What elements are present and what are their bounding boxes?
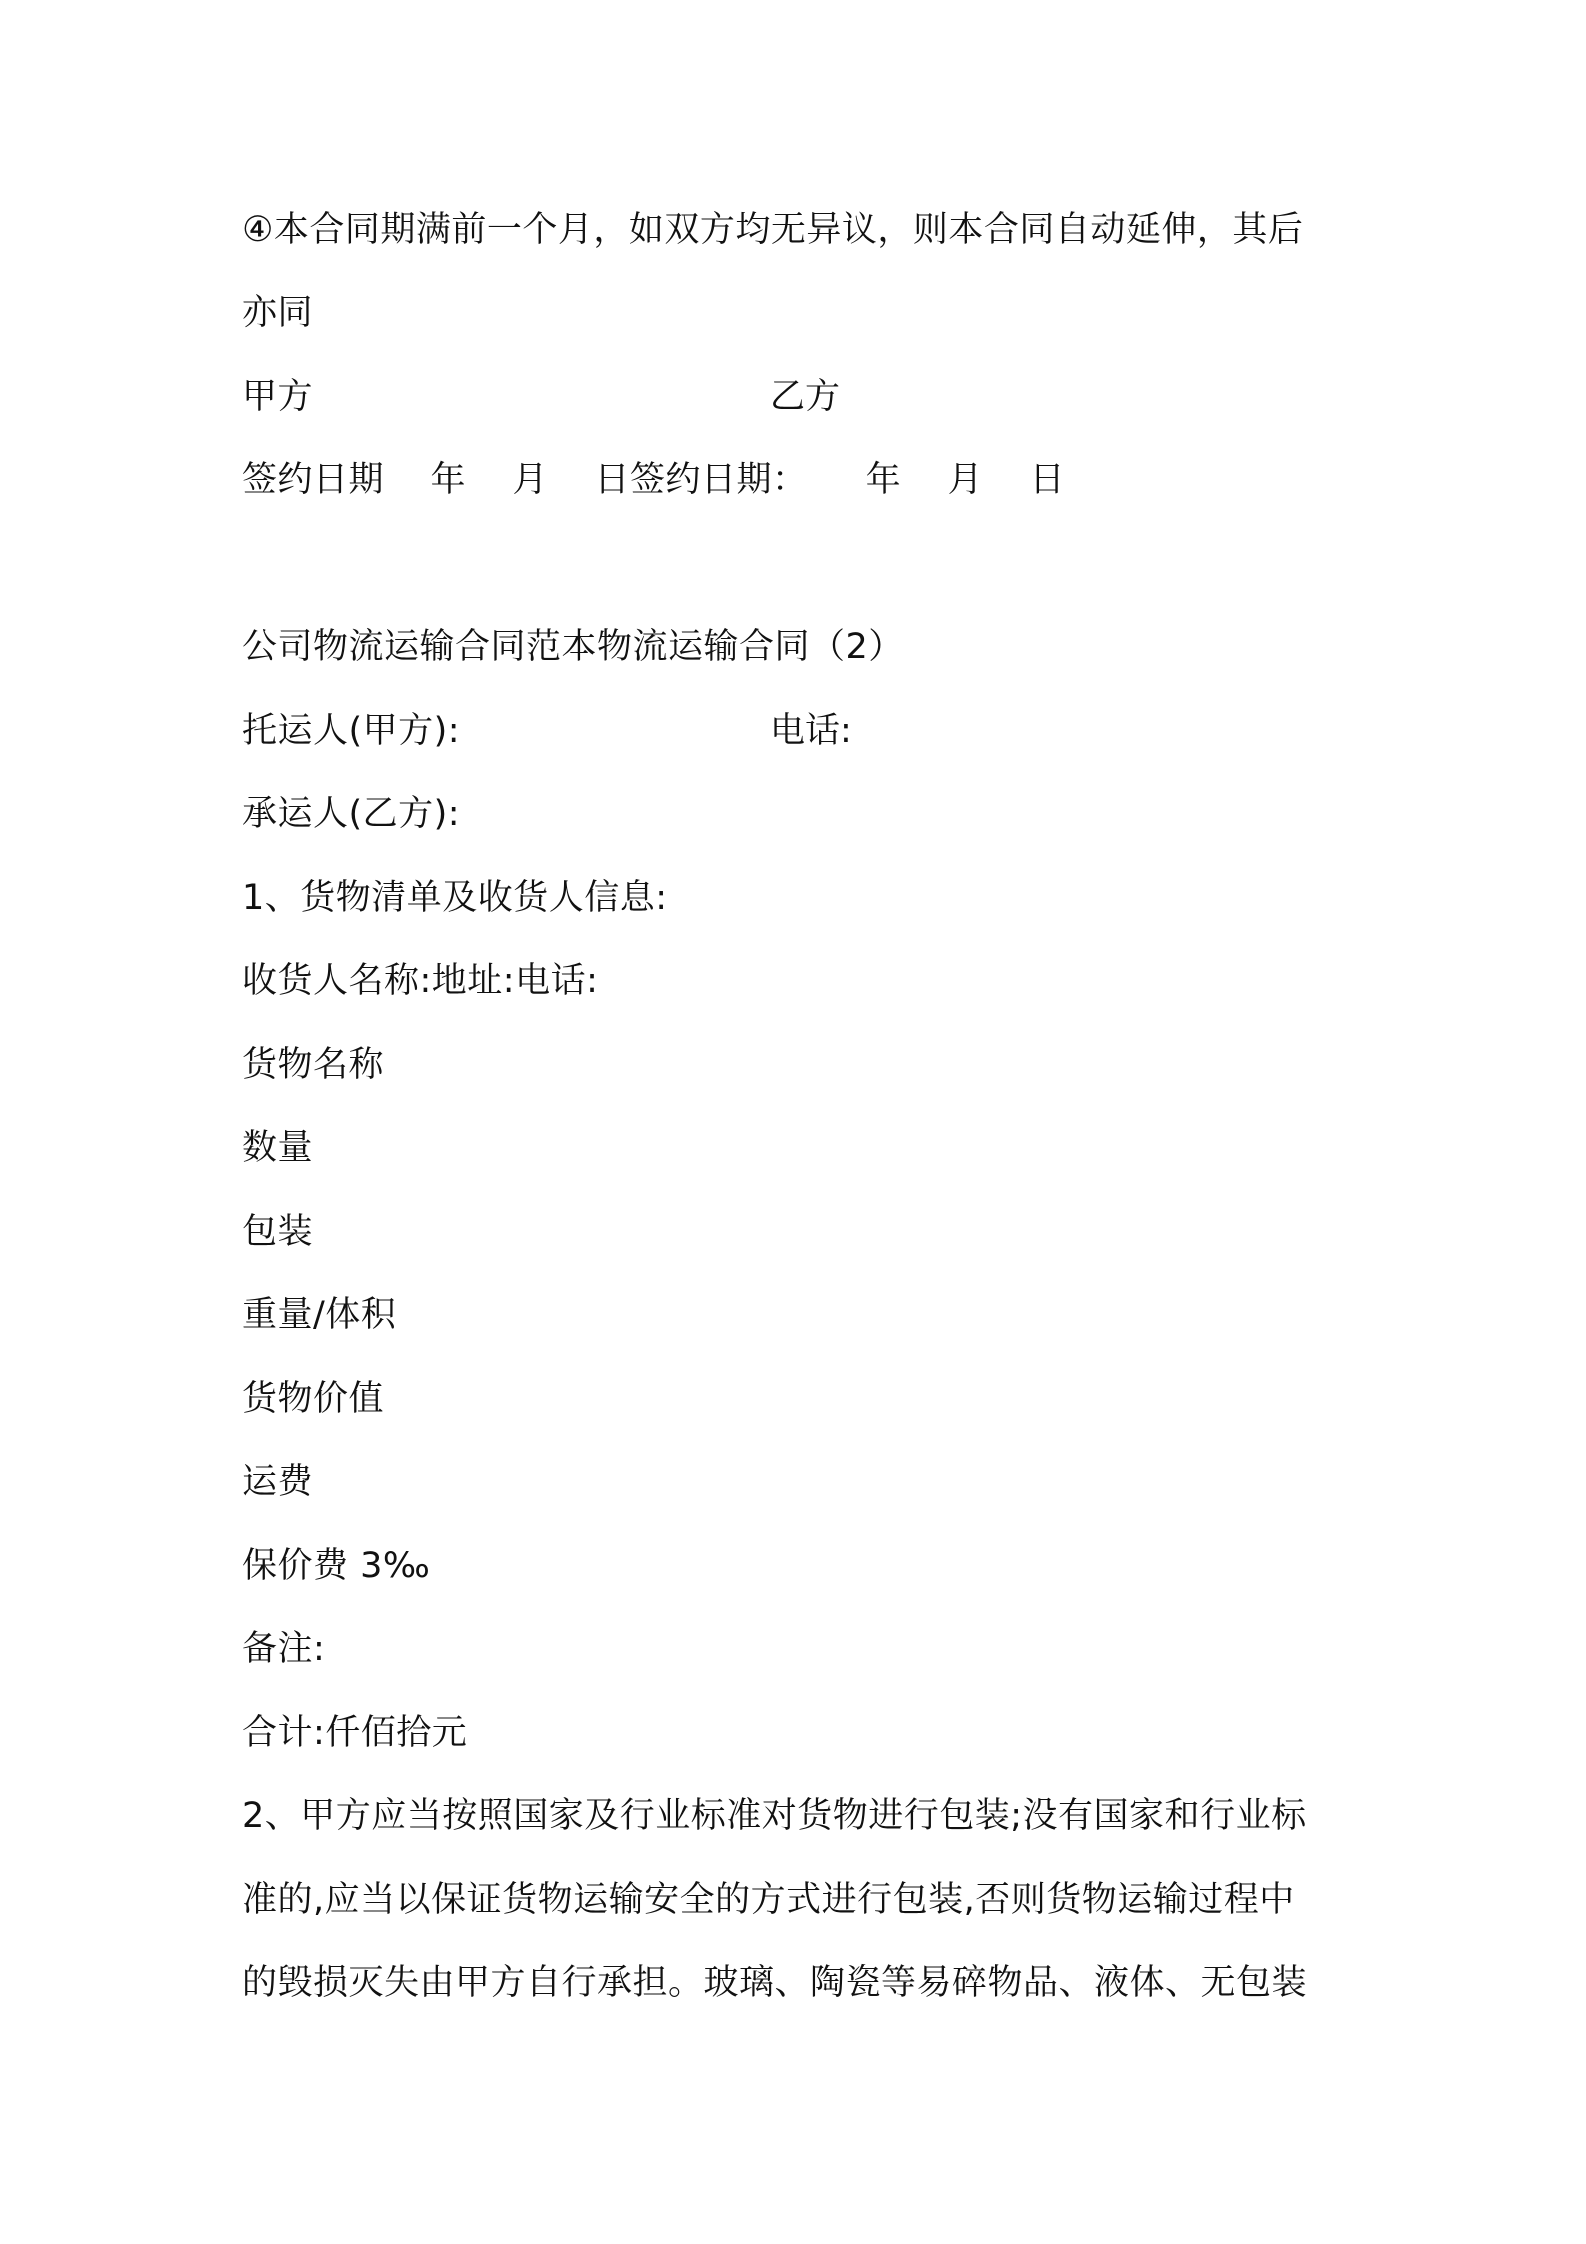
field-packaging: 包装 [242, 1212, 314, 1252]
field-quantity: 数量 [242, 1128, 314, 1168]
field-goods-value: 货物价值 [242, 1379, 385, 1419]
field-remarks: 备注: [242, 1629, 326, 1669]
party-a-label: 甲方 [242, 377, 314, 417]
clause-4-line-1: ④本合同期满前一个月，如双方均无异议，则本合同自动延伸，其后 [242, 210, 1304, 250]
field-weight-volume: 重量/体积 [242, 1295, 397, 1335]
contract-2-title: 公司物流运输合同范本物流运输合同（2） [242, 627, 904, 667]
clause-4-line-2: 亦同 [242, 293, 314, 333]
party-b-label: 乙方 [770, 377, 841, 417]
field-total: 合计:仟佰拾元 [242, 1713, 468, 1753]
field-goods-name: 货物名称 [242, 1045, 385, 1085]
item-2-line-3: 的毁损灭失由甲方自行承担。玻璃、陶瓷等易碎物品、液体、无包装 [242, 1963, 1308, 2003]
shipper-label: 托运人(甲方): [242, 711, 461, 751]
item-1-heading: 1、货物清单及收货人信息: [242, 878, 668, 918]
field-insurance-fee: 保价费 3‰ [242, 1546, 431, 1586]
carrier-label: 承运人(乙方): [242, 794, 461, 834]
consignee-line: 收货人名称:地址:电话: [242, 961, 599, 1001]
phone-label: 电话: [770, 711, 852, 751]
signing-dates-line: 签约日期 年 月 日签约日期： 年 月 日 [242, 460, 1066, 500]
item-2-line-1: 2、甲方应当按照国家及行业标准对货物进行包装;没有国家和行业标 [242, 1796, 1307, 1836]
item-2-line-2: 准的,应当以保证货物运输安全的方式进行包装,否则货物运输过程中 [242, 1880, 1295, 1920]
field-freight: 运费 [242, 1462, 314, 1502]
